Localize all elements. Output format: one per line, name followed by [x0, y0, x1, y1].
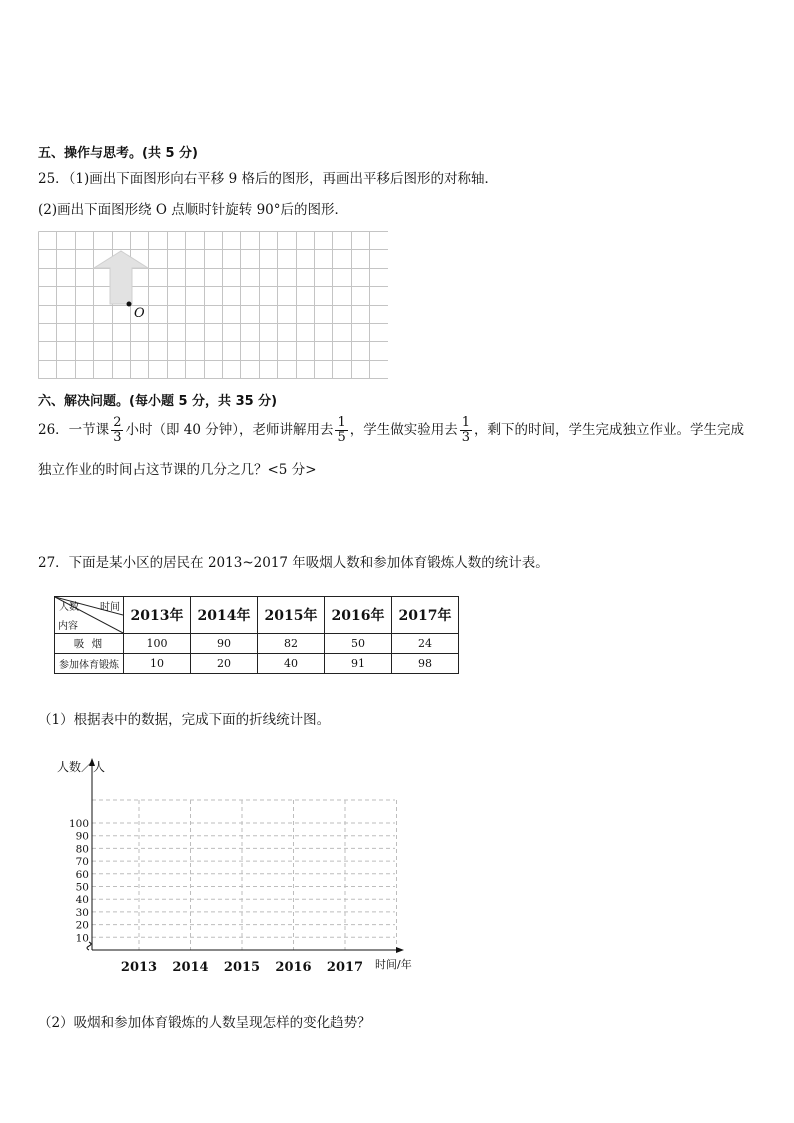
table-cell: 20 [191, 654, 258, 674]
year-header: 2014年 [191, 597, 258, 634]
fraction-one-fifth: $\frac{1}{5}$ [337, 415, 346, 445]
table-cell: 91 [325, 654, 392, 674]
y-axis-label: 人数／人 [57, 760, 106, 774]
section-5-heading: 五、操作与思考。(共 5 分) [38, 146, 198, 161]
drawing-grid[interactable] [38, 231, 388, 379]
question-26-line1 [38, 409, 744, 451]
question-27-sub1: （1）根据表中的数据，完成下面的折线统计图。 [38, 712, 331, 728]
y-tick-label: 20 [75, 919, 89, 932]
corner-label-content: 内容 [58, 621, 78, 632]
y-tick-label: 50 [75, 881, 89, 894]
question-26-line2: 独立作业的时间占这节课的几分之几？<5 分> [38, 462, 317, 478]
arrow-body [94, 251, 148, 304]
fraction-one-third: $\frac{1}{3}$ [461, 415, 471, 445]
year-header: 2013年 [124, 597, 191, 634]
y-tick-label: 40 [75, 894, 89, 907]
y-tick-label: 70 [75, 856, 89, 869]
table-cell: 24 [392, 634, 459, 654]
table-cell: 40 [258, 654, 325, 674]
q26-end: ，剩下的时间，学生完成独立作业。学生完成 [474, 422, 745, 438]
x-axis-arrow [396, 947, 404, 953]
fraction-two-thirds: $\frac{2}{3}$ [113, 415, 122, 445]
line-chart[interactable] [40, 752, 430, 982]
table-cell: 100 [124, 634, 191, 654]
year-header: 2016年 [325, 597, 392, 634]
y-tick-label: 100 [68, 818, 89, 830]
table-row-smoking [55, 634, 459, 654]
y-tick-label: 10 [75, 932, 89, 945]
row-label-smoking: 吸 烟 [55, 634, 124, 654]
x-axis-label: 时间/年 [375, 958, 412, 971]
table-cell: 50 [325, 634, 392, 654]
section-6-heading: 六、解决问题。(每小题 5 分，共 35 分) [38, 394, 278, 409]
corner-label-people: 人数 [59, 602, 79, 613]
table-corner-cell [55, 597, 124, 634]
x-tick-label: 2014 [172, 960, 209, 975]
year-header: 2017年 [392, 597, 459, 634]
rotation-point-o [127, 302, 132, 307]
y-tick-label: 60 [75, 868, 89, 881]
y-tick-label: 80 [75, 843, 89, 856]
table-cell: 90 [191, 634, 258, 654]
x-tick-label: 2017 [326, 960, 364, 975]
question-27-intro: 27．下面是某小区的居民在 2013~2017 年吸烟人数和参加体育锻炼人数的统计表。 [38, 555, 549, 571]
x-tick-label: 2016 [275, 960, 312, 975]
question-25-part1: 25．（1)画出下面图形向右平移 9 格后的图形，再画出平移后图形的对称轴． [38, 171, 498, 187]
q26-mid2: ，学生做实验用去 [349, 422, 458, 438]
q26-prefix: 26．一节课 [38, 422, 110, 438]
statistics-table [54, 596, 459, 674]
table-cell: 98 [392, 654, 459, 674]
x-tick-label: 2013 [120, 960, 158, 975]
point-o-label: O [134, 306, 145, 321]
table-header-row [55, 597, 459, 634]
q26-mid1: 小时（即 40 分钟），老师讲解用去 [125, 422, 334, 438]
row-label-exercise: 参加体育锻炼 [55, 654, 124, 674]
grid-lines [39, 232, 389, 379]
year-header: 2015年 [258, 597, 325, 634]
x-tick-label: 2015 [223, 960, 261, 975]
table-row-exercise [55, 654, 459, 674]
corner-label-time: 时间 [100, 602, 120, 613]
table-cell: 82 [258, 634, 325, 654]
table-cell: 10 [124, 654, 191, 674]
y-tick-label: 90 [75, 830, 89, 843]
y-tick-label: 30 [75, 906, 89, 919]
question-27-sub2: （2）吸烟和参加体育锻炼的人数呈现怎样的变化趋势？ [38, 1015, 371, 1031]
question-25-part2: (2)画出下面图形绕 O 点顺时针旋转 90°后的图形． [38, 202, 348, 218]
